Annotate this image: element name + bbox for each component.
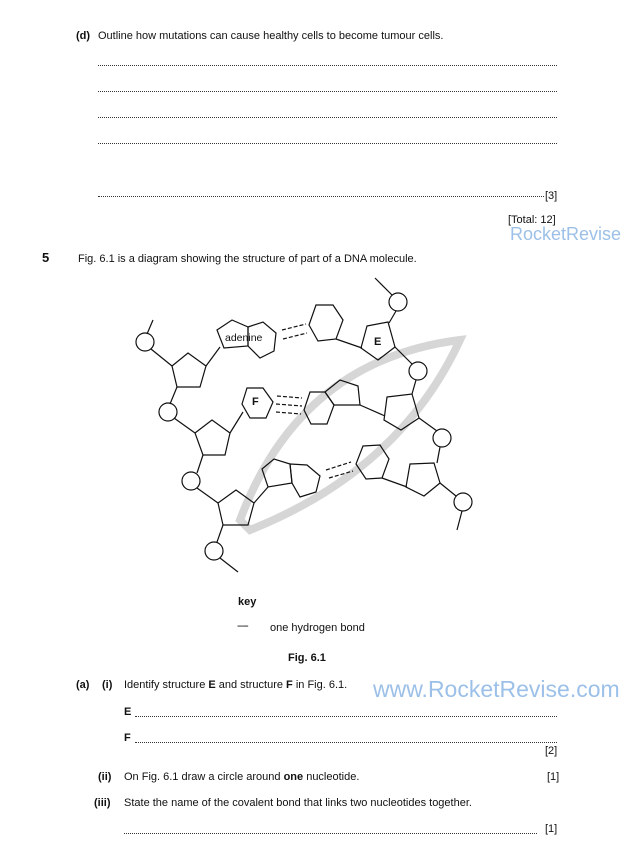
part-iii-question: State the name of the covalent bond that links two nucleotides together. <box>124 797 472 809</box>
text: in Fig. 6.1. <box>292 679 348 691</box>
adenine-label: adenine <box>225 332 263 344</box>
phosphate-circle <box>409 362 427 380</box>
part-iii-label: (iii) <box>94 797 111 809</box>
part-d-question: Outline how mutations can cause healthy cells to become tumour cells. <box>98 30 444 42</box>
phosphate-circle <box>136 333 154 351</box>
label-f: F <box>252 396 259 408</box>
label-e: E <box>374 336 382 348</box>
text: Identify structure <box>124 679 209 691</box>
part-iii-marks: [1] <box>545 823 558 835</box>
key-title: key <box>238 596 257 608</box>
text: nucleotide. <box>303 771 360 783</box>
part-d-marks: [3] <box>545 190 558 202</box>
sugar-pentagon <box>172 353 206 387</box>
figure-caption: Fig. 6.1 <box>288 652 326 664</box>
part-i-marks: [2] <box>545 745 558 757</box>
part-ii-label: (ii) <box>98 771 112 783</box>
hydrogen-bond-key-icon: ---- <box>237 620 248 632</box>
base-hexagon <box>290 464 320 497</box>
part-ii-question <box>124 771 359 784</box>
text: and structure <box>215 679 287 691</box>
watermark-small: RocketRevise <box>510 224 622 244</box>
phosphate-circle <box>205 542 223 560</box>
text: E <box>208 679 216 691</box>
part-i-question <box>124 679 347 692</box>
sugar-pentagon <box>195 420 230 455</box>
phosphate-circle <box>182 472 200 490</box>
answer-line[interactable] <box>124 833 537 834</box>
total-marks: [Total: 12] <box>508 214 556 226</box>
text: F <box>286 679 293 691</box>
phosphate-circle <box>389 293 407 311</box>
answer-e-label: E <box>124 706 132 718</box>
q5-intro: Fig. 6.1 is a diagram showing the structure of part of a DNA molecule. <box>78 253 417 265</box>
sugar-pentagon <box>406 463 440 496</box>
phosphate-circle <box>433 429 451 447</box>
answer-f-label: F <box>124 732 131 744</box>
base-hexagon <box>309 305 343 341</box>
answer-e-line[interactable] <box>135 716 557 717</box>
part-i-label: (i) <box>102 679 113 691</box>
watermark-large: www.RocketRevise.com <box>373 676 620 702</box>
part-ii-marks: [1] <box>547 771 560 783</box>
answer-f-line[interactable] <box>135 742 557 743</box>
question-number: 5 <box>42 250 50 265</box>
part-a-label: (a) <box>76 679 90 691</box>
text: one <box>283 771 304 783</box>
text: On Fig. 6.1 draw a circle around <box>124 771 284 783</box>
phosphate-circle <box>454 493 472 511</box>
part-d-label: (d) <box>76 30 91 42</box>
key-text: one hydrogen bond <box>270 622 365 634</box>
